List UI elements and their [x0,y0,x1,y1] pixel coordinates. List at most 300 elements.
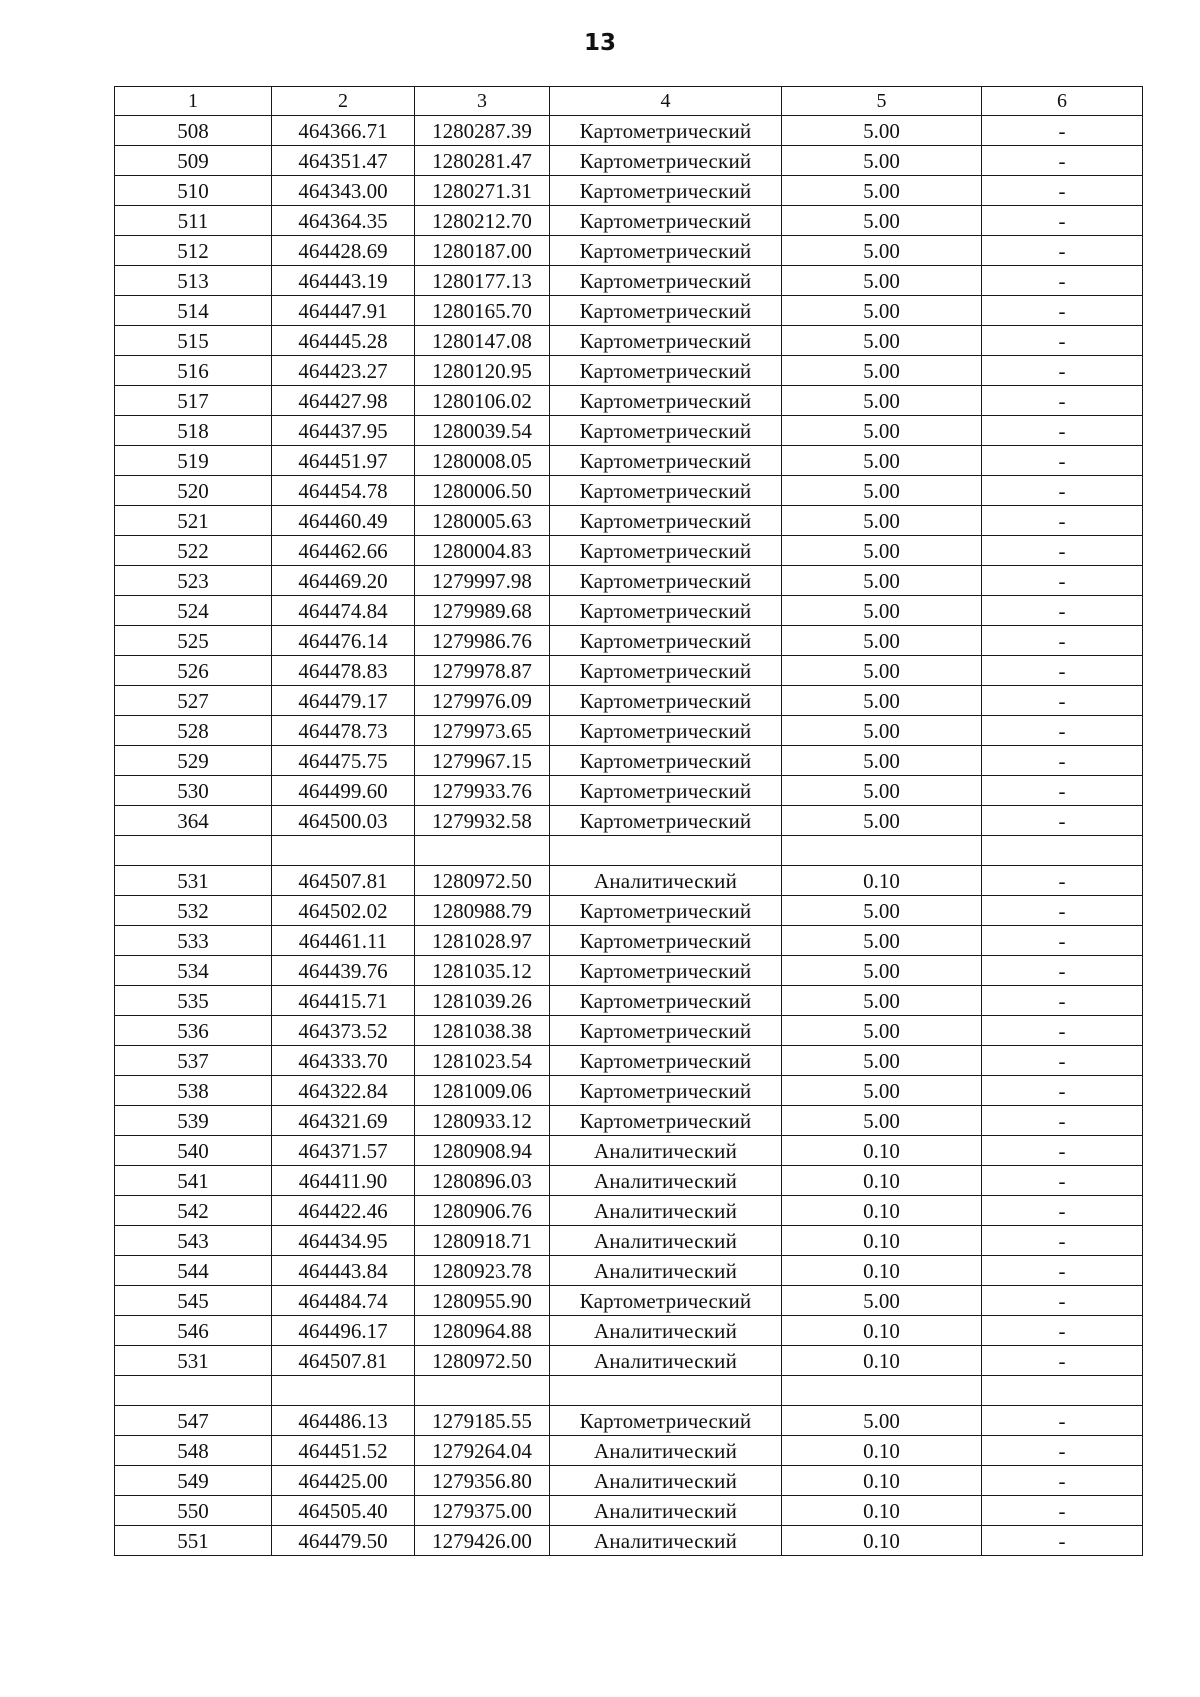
table-row [115,686,1143,716]
table-cell-col-1: 528 [115,716,272,746]
table-row [115,596,1143,626]
table-row [115,1466,1143,1496]
header-col-1: 1 [115,87,272,116]
table-cell-col-6: - [982,1256,1143,1286]
table-cell-col-3: 1279932.58 [415,806,550,836]
table-cell-col-3: 1279976.09 [415,686,550,716]
table-cell-col-6: - [982,1436,1143,1466]
table-row [115,446,1143,476]
table-cell-col-2: 464499.60 [272,776,415,806]
table-cell-col-5: 5.00 [782,686,982,716]
table-row [115,986,1143,1016]
table-cell-col-3: 1280972.50 [415,1346,550,1376]
table-cell-col-6: - [982,1166,1143,1196]
table-cell-col-6: - [982,1136,1143,1166]
table-cell-col-1: 551 [115,1526,272,1556]
table-cell-col-5: 5.00 [782,326,982,356]
table-cell-col-4: Аналитический [550,866,782,896]
table-row [115,536,1143,566]
table-cell-col-6: - [982,926,1143,956]
table-cell-col-3: 1281035.12 [415,956,550,986]
table-cell-col-6: - [982,476,1143,506]
table-row [115,266,1143,296]
table-cell-col-4: Аналитический [550,1346,782,1376]
table-cell-col-4: Картометрический [550,626,782,656]
table-cell-col-4: Картометрический [550,926,782,956]
table-cell-col-3: 1280988.79 [415,896,550,926]
table-cell-col-4: Картометрический [550,536,782,566]
table-cell-col-5: 5.00 [782,656,982,686]
table-row [115,356,1143,386]
table-row [115,956,1143,986]
table-row [115,926,1143,956]
table-cell-col-6: - [982,1466,1143,1496]
table-cell-col-6: - [982,716,1143,746]
table-cell-col-3: 1279933.76 [415,776,550,806]
table-cell-col-5: 5.00 [782,626,982,656]
table-cell-col-2 [272,836,415,866]
table-cell-col-6: - [982,1406,1143,1436]
table-cell-col-6: - [982,1076,1143,1106]
table-cell-col-1: 511 [115,206,272,236]
header-col-5: 5 [782,87,982,116]
table-cell-col-5: 0.10 [782,1346,982,1376]
table-cell-col-4: Аналитический [550,1466,782,1496]
table-cell-col-1: 523 [115,566,272,596]
table-row [115,566,1143,596]
table-cell-col-4: Картометрический [550,1106,782,1136]
table-cell-col-2: 464502.02 [272,896,415,926]
table-cell-col-5: 5.00 [782,116,982,146]
table-cell-col-2: 464476.14 [272,626,415,656]
table-cell-col-4: Картометрический [550,146,782,176]
table-cell-col-4: Картометрический [550,236,782,266]
table-cell-col-6: - [982,656,1143,686]
table-cell-col-1: 534 [115,956,272,986]
table-cell-col-5: 0.10 [782,1496,982,1526]
table-cell-col-2: 464484.74 [272,1286,415,1316]
table-cell-col-5: 5.00 [782,146,982,176]
table-cell-col-5: 0.10 [782,1436,982,1466]
table-cell-col-2: 464478.73 [272,716,415,746]
table-row [115,626,1143,656]
table-cell-col-5: 0.10 [782,1256,982,1286]
table-cell-col-3: 1280120.95 [415,356,550,386]
table-cell-col-1: 525 [115,626,272,656]
table-cell-col-3: 1280923.78 [415,1256,550,1286]
table-cell-col-2: 464478.83 [272,656,415,686]
table-cell-col-1: 546 [115,1316,272,1346]
table-cell-col-6: - [982,1346,1143,1376]
table-cell-col-2: 464460.49 [272,506,415,536]
table-cell-col-4: Аналитический [550,1166,782,1196]
header-col-2: 2 [272,87,415,116]
table-cell-col-6: - [982,116,1143,146]
table-cell-col-2: 464333.70 [272,1046,415,1076]
table-cell-col-5: 5.00 [782,566,982,596]
table-cell-col-6: - [982,236,1143,266]
table-row [115,1166,1143,1196]
table-cell-col-6 [982,836,1143,866]
table-cell-col-1: 531 [115,866,272,896]
table-cell-col-6: - [982,176,1143,206]
table-cell-col-5: 5.00 [782,536,982,566]
table-cell-col-4: Картометрический [550,686,782,716]
table-cell-col-2: 464437.95 [272,416,415,446]
table-cell-col-1: 539 [115,1106,272,1136]
table-cell-col-4: Картометрический [550,1016,782,1046]
table-cell-col-3: 1280906.76 [415,1196,550,1226]
table-cell-col-1: 547 [115,1406,272,1436]
table-cell-col-1: 537 [115,1046,272,1076]
table-cell-col-3: 1280187.00 [415,236,550,266]
table-cell-col-6: - [982,566,1143,596]
table-cell-col-3: 1280964.88 [415,1316,550,1346]
table-cell-col-1: 544 [115,1256,272,1286]
table-cell-col-5: 5.00 [782,296,982,326]
table-row [115,1316,1143,1346]
table-cell-col-3: 1279978.87 [415,656,550,686]
table-cell-col-5: 5.00 [782,986,982,1016]
table-row [115,1226,1143,1256]
table-cell-col-4: Картометрический [550,296,782,326]
table-cell-col-2: 464469.20 [272,566,415,596]
table-cell-col-1: 548 [115,1436,272,1466]
table-cell-col-6: - [982,1526,1143,1556]
table-row [115,1406,1143,1436]
table-cell-col-6: - [982,1316,1143,1346]
table-cell-col-2: 464479.50 [272,1526,415,1556]
table-row [115,1016,1143,1046]
table-cell-col-6: - [982,1496,1143,1526]
table-cell-col-5: 5.00 [782,1106,982,1136]
table-cell-col-6: - [982,1196,1143,1226]
table-cell-col-1: 521 [115,506,272,536]
table-row [115,656,1143,686]
table-row [115,1106,1143,1136]
table-cell-col-6 [982,1376,1143,1406]
table-cell-col-3: 1280165.70 [415,296,550,326]
table-body [115,116,1143,1556]
table-row [115,1076,1143,1106]
table-row [115,236,1143,266]
table-row [115,476,1143,506]
table-cell-col-3: 1281038.38 [415,1016,550,1046]
table-cell-col-1: 522 [115,536,272,566]
table-cell-col-2 [272,1376,415,1406]
table-cell-col-3: 1280008.05 [415,446,550,476]
table-cell-col-2: 464343.00 [272,176,415,206]
table-cell-col-1: 526 [115,656,272,686]
table-cell-col-3: 1280005.63 [415,506,550,536]
table-cell-col-1: 536 [115,1016,272,1046]
table-cell-col-5: 5.00 [782,1286,982,1316]
table-cell-col-4: Картометрический [550,1286,782,1316]
table-cell-col-2: 464411.90 [272,1166,415,1196]
table-cell-col-1: 541 [115,1166,272,1196]
table-cell-col-5: 0.10 [782,1466,982,1496]
header-col-3: 3 [415,87,550,116]
table-cell-col-4: Картометрический [550,596,782,626]
table-cell-col-4: Аналитический [550,1316,782,1346]
table-cell-col-2: 464451.52 [272,1436,415,1466]
table-cell-col-5: 5.00 [782,236,982,266]
table-cell-col-6: - [982,416,1143,446]
table-cell-col-4: Картометрический [550,1406,782,1436]
table-cell-col-1: 513 [115,266,272,296]
table-cell-col-5: 5.00 [782,386,982,416]
table-cell-col-4: Картометрический [550,896,782,926]
table-cell-col-3: 1280972.50 [415,866,550,896]
table-row [115,1136,1143,1166]
table-cell-col-6: - [982,596,1143,626]
table-cell-col-3: 1280955.90 [415,1286,550,1316]
table-cell-col-5: 5.00 [782,896,982,926]
table-cell-col-1: 515 [115,326,272,356]
table-cell-col-6: - [982,776,1143,806]
table-cell-col-3: 1279986.76 [415,626,550,656]
table-cell-col-4: Картометрический [550,206,782,236]
table-cell-col-4: Аналитический [550,1136,782,1166]
table-cell-col-4: Картометрический [550,446,782,476]
table-cell-col-2: 464445.28 [272,326,415,356]
table-cell-col-5: 0.10 [782,1136,982,1166]
table-cell-col-4 [550,1376,782,1406]
table-cell-col-4: Аналитический [550,1526,782,1556]
table-cell-col-3: 1280896.03 [415,1166,550,1196]
table-cell-col-5: 5.00 [782,1076,982,1106]
table-cell-col-5: 5.00 [782,746,982,776]
table-cell-col-2: 464322.84 [272,1076,415,1106]
table-cell-col-6: - [982,956,1143,986]
table-row [115,296,1143,326]
table-row [115,506,1143,536]
table-cell-col-2: 464486.13 [272,1406,415,1436]
table-cell-col-5: 5.00 [782,1016,982,1046]
table-row [115,716,1143,746]
table-cell-col-5: 5.00 [782,266,982,296]
table-row [115,866,1143,896]
table-cell-col-1 [115,1376,272,1406]
table-cell-col-5: 5.00 [782,806,982,836]
table-cell-col-4: Картометрический [550,176,782,206]
table-cell-col-4: Аналитический [550,1436,782,1466]
table-cell-col-1: 518 [115,416,272,446]
table-cell-col-6: - [982,206,1143,236]
table-cell-col-4: Картометрический [550,776,782,806]
table-cell-col-4: Аналитический [550,1256,782,1286]
table-cell-col-5: 5.00 [782,956,982,986]
table-cell-col-6: - [982,1106,1143,1136]
table-cell-col-4: Картометрический [550,266,782,296]
table-cell-col-3: 1279989.68 [415,596,550,626]
table-row [115,386,1143,416]
table-cell-col-3: 1281039.26 [415,986,550,1016]
table-cell-col-2: 464364.35 [272,206,415,236]
table-cell-col-6: - [982,1286,1143,1316]
table-cell-col-2: 464415.71 [272,986,415,1016]
table-cell-col-1: 524 [115,596,272,626]
table-cell-col-3: 1280177.13 [415,266,550,296]
table-cell-col-4: Аналитический [550,1196,782,1226]
table-cell-col-3: 1280106.02 [415,386,550,416]
table-cell-col-1: 509 [115,146,272,176]
table-cell-col-1: 364 [115,806,272,836]
table-row [115,1436,1143,1466]
table-cell-col-1: 512 [115,236,272,266]
table-cell-col-3: 1280933.12 [415,1106,550,1136]
table-cell-col-4: Картометрический [550,716,782,746]
table-cell-col-2: 464500.03 [272,806,415,836]
table-cell-col-2: 464371.57 [272,1136,415,1166]
table-cell-col-4: Аналитический [550,1226,782,1256]
header-col-6: 6 [982,87,1143,116]
table-cell-col-4: Картометрический [550,356,782,386]
table-cell-col-1: 542 [115,1196,272,1226]
table-cell-col-3: 1279426.00 [415,1526,550,1556]
table-cell-col-2: 464505.40 [272,1496,415,1526]
table-cell-col-2: 464507.81 [272,866,415,896]
table-cell-col-2: 464434.95 [272,1226,415,1256]
header-col-4: 4 [550,87,782,116]
table-cell-col-5: 0.10 [782,1226,982,1256]
table-cell-col-3: 1279997.98 [415,566,550,596]
table-row [115,1496,1143,1526]
table-cell-col-5: 5.00 [782,776,982,806]
table-cell-col-3: 1280271.31 [415,176,550,206]
table-cell-col-5: 0.10 [782,866,982,896]
table-cell-col-5: 5.00 [782,176,982,206]
table-cell-col-5: 0.10 [782,1196,982,1226]
table-cell-col-2: 464373.52 [272,1016,415,1046]
table-cell-col-3: 1279185.55 [415,1406,550,1436]
table-row [115,116,1143,146]
table-cell-col-3: 1280004.83 [415,536,550,566]
table-cell-col-1: 516 [115,356,272,386]
table-cell-col-5 [782,836,982,866]
table-header-row [115,87,1143,116]
table-cell-col-4: Картометрический [550,1076,782,1106]
table-cell-col-2: 464461.11 [272,926,415,956]
table-row [115,806,1143,836]
table-cell-col-6: - [982,986,1143,1016]
table-cell-col-1: 514 [115,296,272,326]
table-cell-col-2: 464321.69 [272,1106,415,1136]
table-cell-col-1 [115,836,272,866]
table-cell-col-1: 538 [115,1076,272,1106]
table-cell-col-3: 1280006.50 [415,476,550,506]
table-row [115,1286,1143,1316]
table-cell-col-1: 532 [115,896,272,926]
table-cell-col-4: Картометрический [550,566,782,596]
table-cell-col-2: 464425.00 [272,1466,415,1496]
table-cell-col-2: 464451.97 [272,446,415,476]
table-cell-col-6: - [982,536,1143,566]
table-cell-col-4: Картометрический [550,656,782,686]
table-cell-col-2: 464351.47 [272,146,415,176]
table-cell-col-5: 5.00 [782,506,982,536]
table-row [115,1376,1143,1406]
table-cell-col-5: 5.00 [782,926,982,956]
table-cell-col-4: Картометрический [550,1046,782,1076]
table-cell-col-4: Картометрический [550,416,782,446]
table-row [115,1046,1143,1076]
table-cell-col-3: 1280147.08 [415,326,550,356]
table-row [115,146,1143,176]
coordinates-table [114,86,1143,1556]
table-cell-col-4: Картометрический [550,476,782,506]
table-cell-col-5: 5.00 [782,1046,982,1076]
table-cell-col-3: 1279264.04 [415,1436,550,1466]
table-cell-col-6: - [982,356,1143,386]
table-cell-col-3: 1281009.06 [415,1076,550,1106]
table-cell-col-3: 1280039.54 [415,416,550,446]
table-cell-col-2: 464422.46 [272,1196,415,1226]
table-cell-col-4: Картометрический [550,386,782,416]
table-cell-col-1: 527 [115,686,272,716]
table-cell-col-6: - [982,686,1143,716]
table-cell-col-1: 550 [115,1496,272,1526]
table-cell-col-5: 5.00 [782,1406,982,1436]
table-cell-col-3: 1281028.97 [415,926,550,956]
table-cell-col-4 [550,836,782,866]
table-cell-col-3 [415,836,550,866]
table-row [115,326,1143,356]
table-cell-col-2: 464443.19 [272,266,415,296]
table-cell-col-2: 464454.78 [272,476,415,506]
table-cell-col-1: 535 [115,986,272,1016]
table-cell-col-1: 520 [115,476,272,506]
table-row [115,1346,1143,1376]
table-row [115,416,1143,446]
table-row [115,176,1143,206]
table-cell-col-1: 540 [115,1136,272,1166]
table-cell-col-5: 5.00 [782,476,982,506]
table-cell-col-2: 464474.84 [272,596,415,626]
table-cell-col-6: - [982,1226,1143,1256]
table-cell-col-3: 1279967.15 [415,746,550,776]
table-row [115,746,1143,776]
table-cell-col-1: 543 [115,1226,272,1256]
table-row [115,206,1143,236]
table-cell-col-1: 549 [115,1466,272,1496]
table-cell-col-2: 464366.71 [272,116,415,146]
table-cell-col-1: 530 [115,776,272,806]
table-cell-col-6: - [982,266,1143,296]
table-cell-col-2: 464496.17 [272,1316,415,1346]
table-cell-col-1: 508 [115,116,272,146]
table-cell-col-2: 464427.98 [272,386,415,416]
table-cell-col-6: - [982,626,1143,656]
table-cell-col-5: 0.10 [782,1316,982,1346]
table-cell-col-3: 1280287.39 [415,116,550,146]
table-row [115,836,1143,866]
table-cell-col-2: 464479.17 [272,686,415,716]
table-cell-col-2: 464428.69 [272,236,415,266]
table-cell-col-6: - [982,296,1143,326]
table-cell-col-5: 5.00 [782,596,982,626]
table-cell-col-3: 1280918.71 [415,1226,550,1256]
page-number: 13 [583,30,616,56]
table-cell-col-3: 1281023.54 [415,1046,550,1076]
table-cell-col-1: 545 [115,1286,272,1316]
table-cell-col-4: Картометрический [550,956,782,986]
table-cell-col-2: 464423.27 [272,356,415,386]
table-cell-col-2: 464447.91 [272,296,415,326]
table-cell-col-6: - [982,146,1143,176]
table-cell-col-4: Картометрический [550,986,782,1016]
table-cell-col-5 [782,1376,982,1406]
